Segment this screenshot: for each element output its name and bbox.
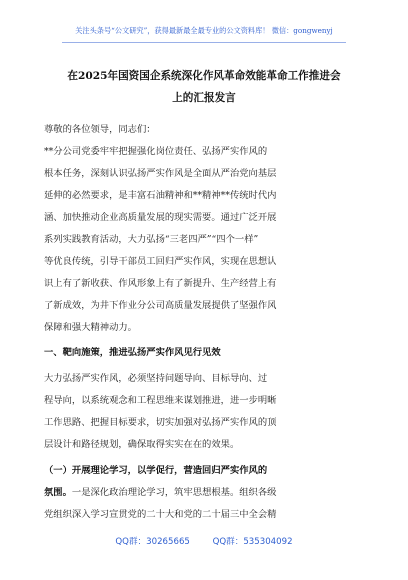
footer-qq-group-2: QQ群：535304092 — [212, 537, 293, 547]
body-line: 识上有了新收获、作风形象上有了新提升、生产经营上有 — [44, 278, 277, 289]
section-heading: 一、靶向施策，推进弘扬严实作风见行见效 — [44, 347, 221, 358]
body-line: 尊敬的各位领导，同志们： — [44, 124, 156, 135]
body-line: 党组织深入学习宣贯党的二十大和党的二十届三中全会精 — [44, 509, 277, 520]
body-line: 根本任务，深刻认识弘扬严实作风是全面从严治党向基层 — [44, 168, 277, 179]
body-line: **分公司党委牢牢把握强化岗位责任、弘扬严实作风的 — [44, 146, 268, 157]
body-line: 系列实践教育活动，大力弘扬“三老四严”“四个一样” — [44, 234, 259, 245]
body-line: 等优良传统，引导干部员工回归严实作风，实现在思想认 — [44, 256, 277, 267]
body-line: 涵、加快推动企业高质量发展的现实需要。通过广泛开展 — [44, 212, 277, 223]
document-title-line-2: 上的汇报发言 — [172, 92, 236, 104]
body-line: 大力弘扬严实作风，必须坚持问题导向、目标导向、过 — [44, 373, 268, 384]
bold-lead-in: 氛围。 — [44, 487, 72, 498]
subsection-heading: （一）开展理论学习，以学促行，营造回归严实作风的 — [44, 465, 268, 476]
body-line: 保障和强大精神动力。 — [44, 322, 137, 333]
body-line: 工作思路、把握目标要求，切实加强对弘扬严实作风的顶 — [44, 417, 277, 428]
document-title-line-1: 在2025年国资国企系统深化作风革命效能革命工作推进会 — [67, 70, 341, 82]
footer-contacts — [0, 535, 408, 547]
body-line: 程导向，以系统观念和工程思维来谋划推进，进一步明晰 — [44, 395, 277, 406]
header-banner: 关注头条号“公文研究”，获得最新最全最专业的公文资料库！ 微信：gongwenyj — [75, 26, 333, 35]
footer-qq-group-1: QQ群：30265665 — [115, 537, 190, 547]
body-line: 了新成效，为井下作业分公司高质量发展提供了坚强作风 — [44, 300, 277, 311]
body-line: 层设计和路径规划，确保取得实实在在的效果。 — [44, 439, 240, 450]
header-divider — [62, 42, 346, 43]
body-line: 氛围。一是深化政治理论学习，筑牢思想根基。组织各级 — [44, 487, 277, 498]
body-line: 延伸的必然要求，是丰富石油精神和**精神**传统时代内 — [44, 190, 277, 201]
